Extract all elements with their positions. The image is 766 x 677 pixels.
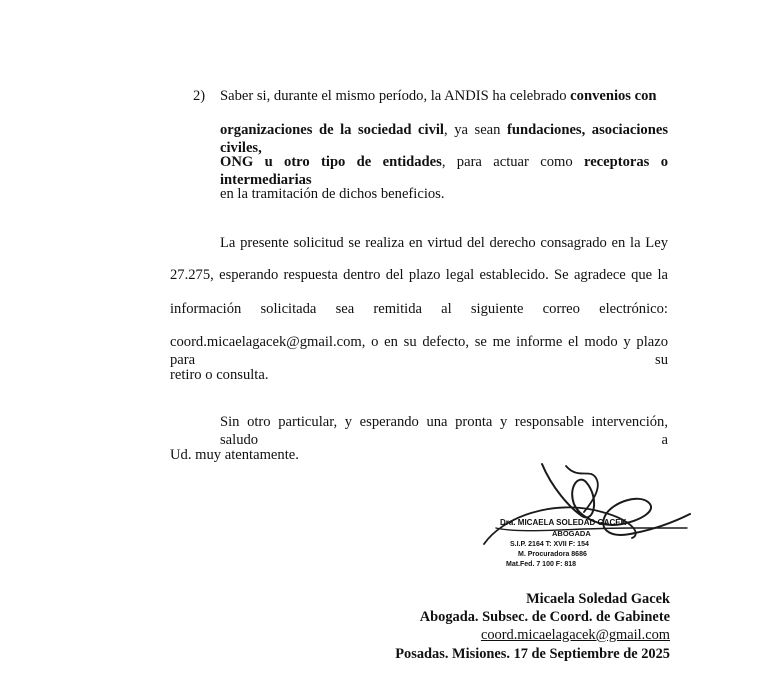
item2-line2 (220, 121, 668, 157)
item2-line1-bold: convenios con (570, 88, 657, 104)
item2-line1-text: Saber si, durante el mismo período, la ANDIS ha celebrado (220, 88, 567, 104)
item2-line2-bold-b: fundaciones, asociaciones civiles, (220, 122, 669, 156)
item2-line3 (220, 153, 668, 189)
para2-line1: Sin otro particular, y esperando una pronta y responsable intervención, saludo a (220, 414, 668, 448)
stamp-line3: Mat.Fed. 7 100 F: 818 (506, 561, 577, 568)
item2-line3-text: , para actuar como (441, 154, 573, 170)
stamp-title: ABOGADA (552, 529, 591, 538)
signature-place-date: Posadas. Misiones. 17 de Septiembre de 2025 (395, 646, 670, 662)
signature-role: Abogada. Subsec. de Coord. de Gabinete (419, 609, 670, 625)
item2-line2-text: , ya sean (444, 122, 501, 138)
signature-name: Micaela Soledad Gacek (526, 591, 670, 607)
para1-line2: 27.275, esperando respuesta dentro del plazo legal establecido. Se agradece que la (170, 267, 668, 283)
para1-line1: La presente solicitud se realiza en virtud del derecho consagrado en la Ley (220, 235, 668, 251)
para1-line5: retiro o consulta. (170, 367, 269, 383)
item2-line4: en la tramitación de dichos beneficios. (220, 186, 445, 202)
stamp-line1: S.I.P. 2164 T: XVII F: 154 (510, 541, 589, 548)
item-number: 2) (193, 88, 206, 104)
item2-line3-bold-b: receptoras o intermediarias (220, 154, 668, 188)
signature-stamp-image (482, 458, 692, 574)
para1-line3: información solicitada sea remitida al siguiente correo electrónico: (170, 301, 668, 317)
item2-line1 (220, 87, 668, 105)
item2-line2-bold-a: organizaciones de la sociedad civil (220, 122, 444, 138)
stamp-line2: M. Procuradora 8686 (518, 551, 587, 558)
para1-line4: coord.micaelagacek@gmail.com, o en su defecto, se me informe el modo y plazo para su (170, 334, 668, 368)
item2-line3-bold-a: ONG u otro tipo de entidades (220, 154, 442, 170)
signature-email[interactable]: coord.micaelagacek@gmail.com (480, 627, 670, 643)
para2-line2: Ud. muy atentamente. (170, 447, 299, 463)
stamp-name: Dra. MICAELA SOLEDAD GACEK (500, 518, 627, 527)
